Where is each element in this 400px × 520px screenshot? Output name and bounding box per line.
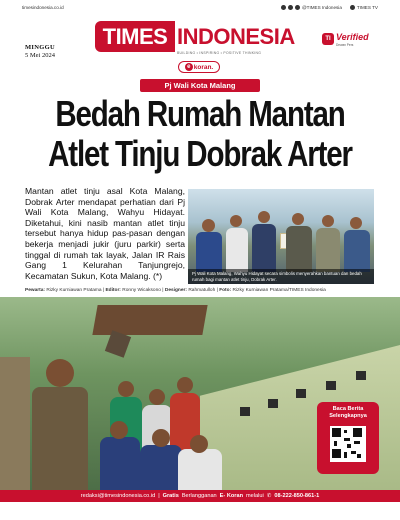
credits-line: Pewarta: Rizky Kurniawan Pratama | Editor: Ronny Wicaksono | Designer: Rahmatulloh | Foto: Rizky Kurniawan Pratama/TIMES Indonesia bbox=[25, 288, 326, 293]
twitter-icon bbox=[295, 5, 300, 10]
whatsapp-icon: ✆ bbox=[266, 493, 272, 499]
photo-person bbox=[100, 437, 140, 490]
footer-promo-bold-2: E- Koran bbox=[219, 493, 243, 499]
photo-wall-vent bbox=[356, 371, 366, 380]
ekoran-label: koran. bbox=[193, 63, 214, 71]
photo-wall-vent bbox=[326, 381, 336, 390]
social-links bbox=[281, 5, 378, 10]
site-url[interactable]: timesindonesia.co.id bbox=[22, 4, 64, 10]
photo-person-head bbox=[292, 213, 304, 225]
photo-wall-vent bbox=[268, 399, 278, 408]
footer-promo-bold: Gratis bbox=[162, 493, 179, 499]
photo-person-head bbox=[110, 421, 128, 439]
credit-designer-label: Designer: bbox=[164, 288, 187, 293]
photo-person-head bbox=[46, 359, 74, 387]
photo-person-head bbox=[230, 215, 242, 227]
photo-person-head bbox=[118, 381, 134, 397]
qr-code-icon[interactable] bbox=[330, 426, 366, 462]
credit-editor-label: Editor: bbox=[105, 288, 121, 293]
photo-wall-vent bbox=[296, 389, 306, 398]
photo-person bbox=[140, 445, 182, 490]
photo-person-head bbox=[202, 219, 215, 232]
photo-person-head bbox=[190, 435, 208, 453]
headline-line-2: Atlet Tinju Dobrak Arter bbox=[48, 133, 352, 174]
social-link-tv[interactable] bbox=[350, 5, 378, 10]
photo-person bbox=[32, 387, 88, 490]
photo-person bbox=[344, 230, 370, 272]
times-indonesia-logo[interactable] bbox=[95, 21, 305, 61]
photo-wall-vent bbox=[240, 407, 250, 416]
ekoran-e-icon: e bbox=[185, 63, 193, 71]
photo-person bbox=[226, 228, 248, 272]
footer-promo-text-2: melalui bbox=[245, 493, 264, 499]
photo-person-head bbox=[177, 377, 193, 393]
credit-pewarta-label: Pewarta: bbox=[25, 288, 45, 293]
qr-promo-line-2: Selengkapnya bbox=[329, 413, 367, 419]
photo-fence bbox=[0, 357, 30, 490]
footer-promo-text: Berlangganan bbox=[181, 493, 217, 499]
kicker-label: Pj Wali Kota Malang bbox=[140, 79, 260, 92]
photo-person bbox=[286, 226, 312, 272]
verified-label: Verified bbox=[336, 32, 369, 42]
credit-editor: Ronny Wicaksono bbox=[122, 288, 161, 293]
footer-email[interactable]: redaksi@timesindonesia.co.id bbox=[80, 493, 156, 499]
photo-person-head bbox=[258, 211, 270, 223]
facebook-icon bbox=[288, 5, 293, 10]
ekoran-badge bbox=[178, 61, 220, 73]
credit-designer: Rahmatulloh bbox=[188, 288, 216, 293]
verified-check-icon: TI bbox=[322, 33, 334, 45]
youtube-icon bbox=[350, 5, 355, 10]
qr-promo-line-1: Baca Berita bbox=[332, 406, 364, 412]
issue-day: MINGGU bbox=[25, 44, 55, 51]
photo-caption: Pj Wali Kota Malang, Wahyu Hidayat secara simbolis menyerahkan bantuan dan bedah rumah bagi mantan atlet tinju, Dobrak Arter. bbox=[188, 269, 374, 284]
photo-person bbox=[252, 224, 276, 272]
headline bbox=[46, 94, 354, 174]
headline-line-1: Bedah Rumah Mantan bbox=[55, 93, 345, 134]
footer-phone[interactable]: 08-222-850-861-1 bbox=[274, 493, 320, 499]
logo-indonesia: INDONESIA bbox=[177, 24, 295, 49]
footer-bar: redaksi@timesindonesia.co.id | Gratis Berlangganan E- Koran melalui ✆ 08-222-850-861-1 bbox=[0, 490, 400, 502]
photo-person-head bbox=[152, 429, 170, 447]
logo-tagline: BUILDING • INSPIRING • POSITIVE THINKING bbox=[177, 51, 262, 55]
photo-person bbox=[196, 232, 222, 272]
photo-person-head bbox=[149, 389, 165, 405]
lead-paragraph: Mantan atlet tinju asal Kota Malang, Dobrak Arter mendapat perhatian dari Pj Wali Kota Malang, Wahyu Hidayat. Diketahui, kini nasib mantan atlet tinju tersebut hanya hidup pas-pasan dengan bekerja menjadi jukir (juru parkir) serta tinggal di rumah tak layak, Jalan IR Rais Gang 1 Kelurahan Tanjungrejo, Kecamatan Sukun, Kota Malang. (*) bbox=[25, 186, 185, 281]
credit-foto: Rizky Kurniawan Pratama/TIMES Indonesia bbox=[232, 288, 326, 293]
photo-person-head bbox=[350, 217, 362, 229]
instagram-icon bbox=[281, 5, 286, 10]
photo-person bbox=[178, 449, 222, 490]
logo-times: TIMES bbox=[95, 21, 175, 52]
photo-person bbox=[316, 228, 340, 272]
credit-foto-label: Foto: bbox=[219, 288, 232, 293]
social-label-1: @TIMES Indonesia bbox=[301, 4, 342, 10]
credit-pewarta: Rizky Kurniawan Pratama bbox=[46, 288, 102, 293]
photo-roof bbox=[92, 305, 207, 335]
qr-promo-box[interactable] bbox=[317, 402, 379, 474]
photo-person-head bbox=[322, 215, 334, 227]
social-link-instagram[interactable] bbox=[281, 5, 342, 10]
social-label-2: TIMES TV bbox=[356, 4, 378, 10]
verified-badge bbox=[322, 32, 380, 50]
top-strip bbox=[0, 0, 400, 14]
handover-photo bbox=[188, 189, 374, 284]
issue-date bbox=[25, 44, 55, 60]
issue-date-text: 5 Mei 2024 bbox=[25, 52, 55, 59]
qr-promo-text bbox=[317, 406, 379, 420]
verified-sub: Dewan Pers bbox=[336, 43, 354, 47]
